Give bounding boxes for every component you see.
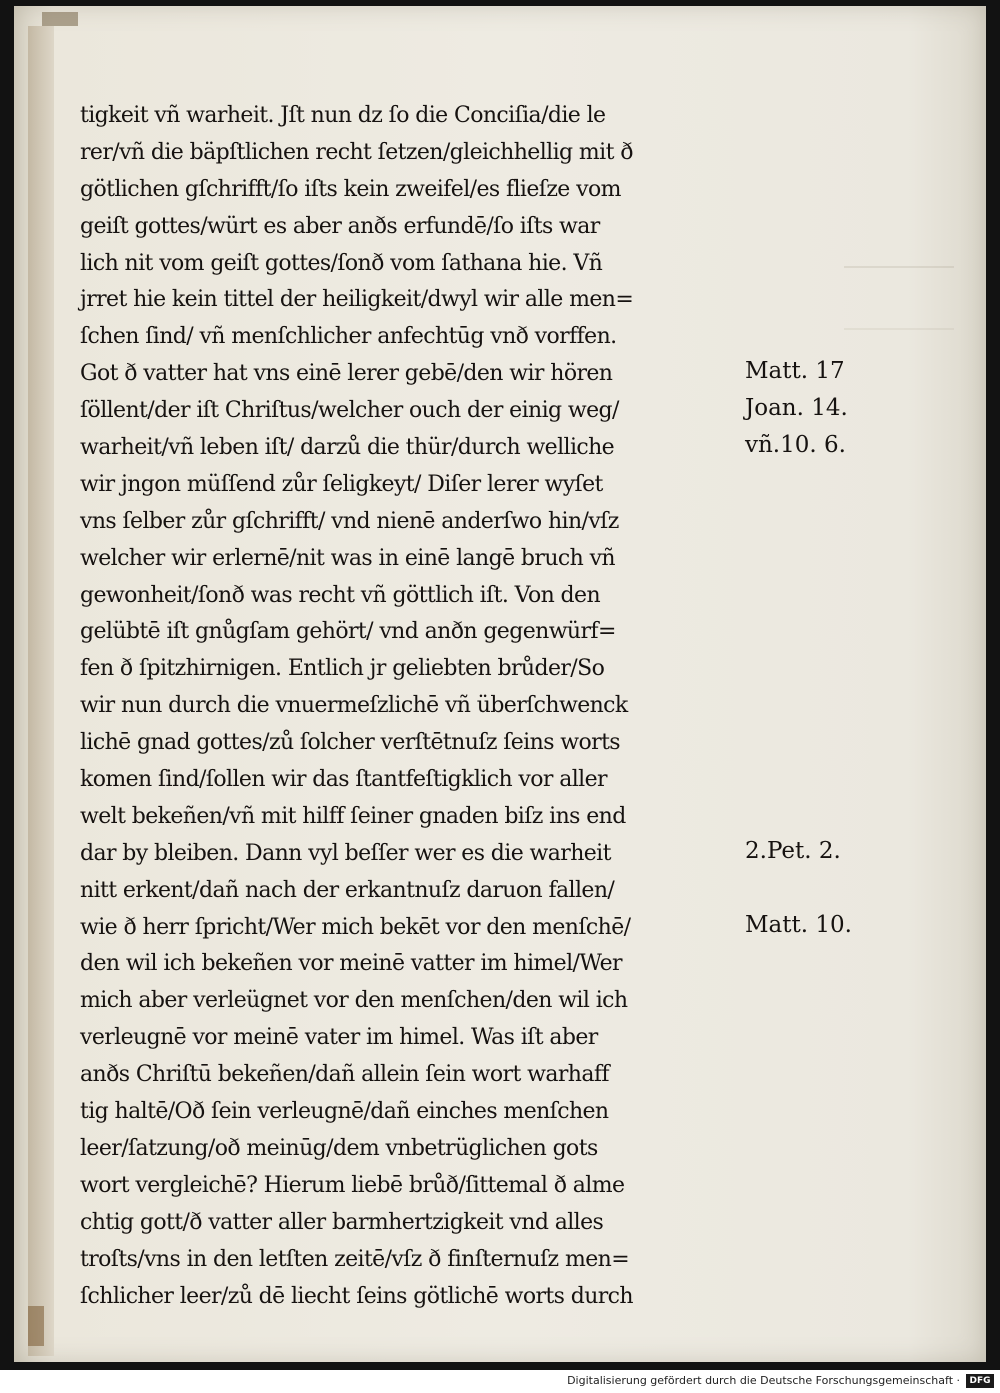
text-line: welt bekeñen/vñ mit hilff ſeiner gnaden biſz ins end bbox=[80, 803, 626, 829]
text-line: den wil ich bekeñen vor meinē vatter im himel/Wer bbox=[80, 951, 622, 977]
funding-credit: Digitalisierung gefördert durch die Deutsche Forschungsgemeinschaft · bbox=[567, 1374, 960, 1387]
margin-note: Joan. 14. bbox=[745, 395, 848, 422]
text-line: geiſt gottes/würt es aber anðs erfundē/ſo iſts war bbox=[80, 213, 600, 239]
margin-note: Matt. 10. bbox=[745, 911, 852, 938]
text-line: ſchlicher leer/zů dē liecht ſeins götlichē worts durch bbox=[80, 1283, 633, 1309]
text-line: leer/ſatzung/oð meinūg/dem vnbetrüglichen gots bbox=[80, 1135, 598, 1161]
page-stain-bottom bbox=[28, 1306, 44, 1346]
text-line: ſchen ſind/ vñ menſchlicher anfechtūg vnð vorffen. bbox=[80, 324, 617, 350]
text-line: mich aber verleügnet vor den menſchen/den wil ich bbox=[80, 988, 628, 1014]
text-line: götlichen gſchrifft/ſo iſts kein zweifel/es flieſze vom bbox=[80, 176, 621, 202]
text-line: wie ð herr ſpricht/Wer mich bekēt vor den menſchē/ bbox=[80, 914, 631, 940]
text-line: tigkeit vñ warheit. Jſt nun dz ſo die Conciſia/die le bbox=[80, 103, 606, 128]
dfg-logo: DFG bbox=[966, 1374, 994, 1388]
text-line: lich nit vom geiſt gottes/ſonð vom ſathana hie. Vñ bbox=[80, 250, 603, 276]
text-line: warheit/vñ leben iſt/ darzů die thür/durch welliche bbox=[80, 435, 615, 461]
text-line: rer/vñ die bäpſtlichen recht ſetzen/gleichhellig mit ð bbox=[80, 139, 633, 165]
text-line: komen ſind/ſollen wir das ſtantfeſtigklich vor aller bbox=[80, 767, 607, 793]
text-line: wir jngon müſſend zůr ſeligkeyt/ Diſer lerer wyſet bbox=[80, 471, 603, 497]
margin-note: Matt. 17 bbox=[745, 358, 845, 385]
text-line: troſts/vns in den letſten zeitē/vſz ð finſternuſz men= bbox=[80, 1246, 630, 1272]
text-line: Got ð vatter hat vns einē lerer gebē/den wir hören bbox=[80, 361, 613, 387]
text-line: chtig gott/ð vatter aller barmhertzigkeit vnd alles bbox=[80, 1209, 604, 1235]
text-line: wort vergleichē? Hierum liebē brůð/ſittemal ð alme bbox=[80, 1172, 625, 1198]
text-line: lichē gnad gottes/zů ſolcher verſtētnuſz ſeins worts bbox=[80, 730, 620, 756]
text-line: fen ð ſpitzhirnigen. Entlich jr geliebten brůder/So bbox=[80, 656, 605, 682]
text-line: nitt erkent/dañ nach der erkantnuſz daruon fallen/ bbox=[80, 877, 615, 903]
main-text-block bbox=[80, 98, 780, 1315]
text-line: vns ſelber zůr gſchrifft/ vnd nienē anderſwo hin/vſz bbox=[80, 508, 619, 534]
text-line: tig haltē/Oð ſein verleugnē/dañ einches menſchen bbox=[80, 1099, 609, 1125]
text-line: gelübtē iſt gnůgſam gehört/ vnd anðn gegenwürf= bbox=[80, 619, 616, 645]
text-line: gewonheit/ſonð was recht vñ göttlich iſt. Von den bbox=[80, 582, 601, 608]
text-line: dar by bleiben. Dann vyl beſſer wer es die warheit bbox=[80, 840, 611, 866]
text-line: verleugnē vor meinē vater im himel. Was iſt aber bbox=[80, 1025, 598, 1051]
text-line: welcher wir erlernē/nit was in einē langē bruch vñ bbox=[80, 545, 615, 571]
text-line: wir nun durch die vnuermeſzlichē vñ überſchwenck bbox=[80, 693, 628, 719]
text-line: jrret hie kein tittel der heiligkeit/dwyl wir alle men= bbox=[80, 287, 634, 313]
footer-bar bbox=[0, 1370, 1000, 1393]
margin-note: vñ.10. 6. bbox=[745, 432, 846, 459]
text-line: anðs Chriſtū bekeñen/dañ allein ſein wort warhaff bbox=[80, 1062, 609, 1088]
text-line: ſöllent/der iſt Chriſtus/welcher ouch der einig weg/ bbox=[80, 398, 619, 424]
page-stain-top bbox=[42, 12, 78, 26]
margin-note: 2.Pet. 2. bbox=[745, 838, 841, 864]
page-gutter bbox=[28, 26, 54, 1356]
bleed-through bbox=[844, 266, 954, 330]
